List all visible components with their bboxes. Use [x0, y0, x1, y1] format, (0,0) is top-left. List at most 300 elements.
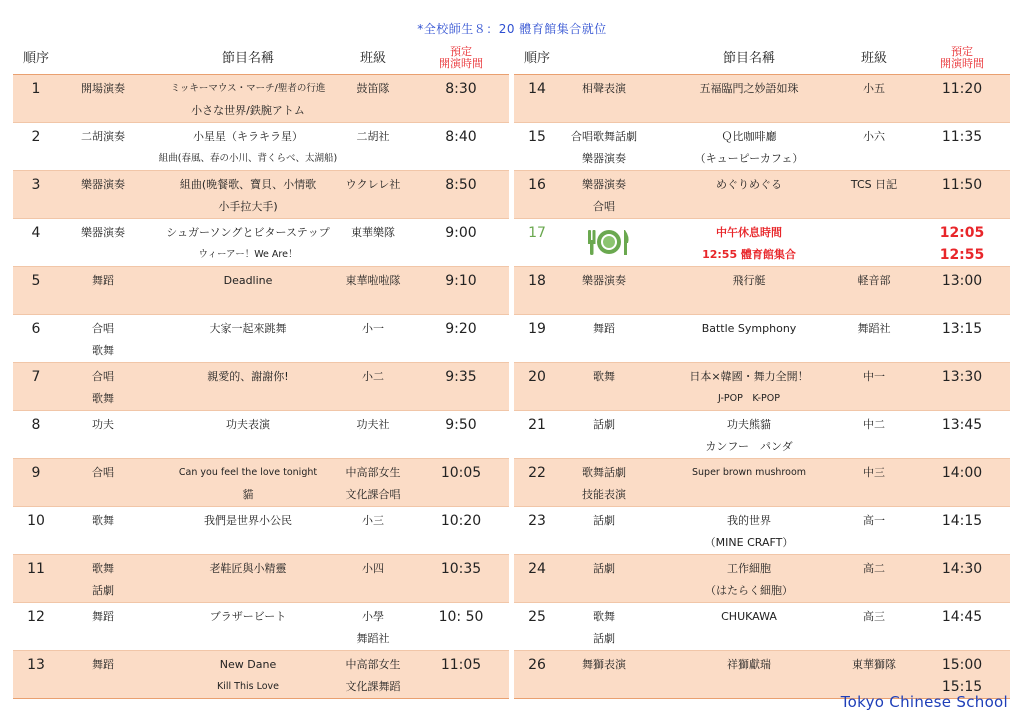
start-time [922, 174, 1002, 218]
program-number [520, 78, 554, 100]
program-type [560, 318, 648, 362]
class-name [333, 126, 413, 170]
table-row [514, 219, 1010, 267]
program-number [520, 462, 554, 484]
start-time [922, 558, 1002, 602]
program-number [19, 222, 53, 244]
program-title-line1: Battle Symphony [701, 322, 797, 335]
class-name-line2 [333, 388, 413, 410]
class-name-line2 [834, 532, 914, 554]
table-row [514, 507, 1010, 555]
header-number: 順序 [22, 51, 49, 66]
program-type-line1: 合唱 [92, 322, 114, 335]
program-type [59, 222, 147, 266]
start-time-line1: 10:05 [440, 465, 482, 481]
table-row [13, 267, 509, 315]
program-type [59, 174, 147, 218]
program-number-value: 13 [27, 657, 45, 673]
start-time [421, 78, 501, 122]
program-number-value: 14 [528, 81, 546, 97]
program-number-value: 15 [528, 129, 546, 145]
start-time [922, 222, 1002, 266]
start-time-line2 [922, 580, 1002, 602]
program-number-value: 23 [528, 513, 546, 529]
program-number-value: 9 [31, 465, 41, 481]
class-name [834, 510, 914, 554]
program-title [640, 414, 858, 458]
program-number-value: 24 [528, 561, 546, 577]
program-type-line1: 歌舞 [92, 514, 114, 527]
program-type-line1: 合唱 [92, 466, 114, 479]
program-type-line2 [560, 676, 648, 698]
program-title-line2: （MINE CRAFT） [704, 536, 794, 549]
program-title-line2 [139, 388, 357, 410]
start-time-line1: 10:35 [440, 561, 482, 577]
program-number [520, 366, 554, 388]
class-name-line2 [333, 292, 413, 314]
class-name-line1: 中三 [863, 466, 885, 479]
table-row [13, 651, 509, 699]
class-name-line1: 鼓笛隊 [356, 82, 390, 95]
program-title [139, 654, 357, 698]
start-time-line1: 9:00 [445, 225, 477, 241]
program-title-line2: J-POP K-POP [718, 393, 780, 404]
class-name [834, 558, 914, 602]
start-time-line2 [922, 196, 1002, 218]
class-name-line1: 東華啦啦隊 [345, 274, 401, 287]
class-name [834, 174, 914, 218]
class-name-line1: 小三 [362, 514, 384, 527]
program-type-line2 [59, 244, 147, 266]
program-title [640, 174, 858, 218]
program-type-line1: 樂器演奏 [582, 178, 626, 191]
start-time-line1: 10: 50 [438, 609, 484, 625]
program-title [139, 78, 357, 122]
start-time-line1: 13:00 [941, 273, 983, 289]
header-class: 班級 [860, 51, 887, 66]
program-title [640, 270, 858, 314]
class-name-line1: 二胡社 [356, 130, 390, 143]
start-time [922, 414, 1002, 458]
table-row [13, 555, 509, 603]
schedule-rows-right [514, 74, 1010, 699]
program-type-line2 [59, 532, 147, 554]
start-time-line2 [421, 436, 501, 458]
program-type-line2 [59, 628, 147, 650]
program-type-line2 [560, 292, 648, 314]
header-time [922, 46, 1002, 70]
program-type-line1: 舞蹈 [593, 322, 615, 335]
program-number [520, 654, 554, 676]
class-name-line2: 文化課合唱 [345, 488, 401, 501]
program-type [560, 558, 648, 602]
class-name-line1: 高三 [863, 610, 885, 623]
program-number [19, 366, 53, 388]
start-time [421, 606, 501, 650]
class-name-line2 [333, 100, 413, 122]
class-name-line1: 軽音部 [857, 274, 891, 287]
start-time [922, 126, 1002, 170]
class-name-line2 [834, 100, 914, 122]
schedule-right-column [514, 44, 1010, 699]
class-name-line1: 中一 [863, 370, 885, 383]
lunch-break [640, 222, 858, 266]
start-time-line1: 9:50 [445, 417, 477, 433]
class-name [333, 606, 413, 650]
program-type-line2: 歌舞 [92, 344, 114, 357]
start-time-line1: 8:50 [445, 177, 477, 193]
program-type [59, 414, 147, 458]
program-number-value: 7 [31, 369, 41, 385]
class-name-line2 [834, 196, 914, 218]
start-time [922, 606, 1002, 650]
program-type-line2 [560, 388, 648, 410]
class-name-line2 [834, 148, 914, 170]
program-type [59, 126, 147, 170]
start-time-line2: 15:15 [941, 679, 983, 695]
class-name-line2 [834, 628, 914, 650]
program-title-line2: ウィーアー！We Are！ [198, 249, 298, 260]
class-name [333, 654, 413, 698]
program-type-line2: 話劇 [593, 632, 615, 645]
program-number-value: 3 [31, 177, 41, 193]
program-title-line2: Kill This Love [216, 681, 279, 692]
program-type-line2 [560, 340, 648, 362]
program-title-line1: New Dane [219, 658, 277, 671]
assembly-notice: *全校師生８：20 體育館集合就位 [417, 22, 607, 36]
table-row [514, 75, 1010, 123]
program-number-value: 4 [31, 225, 41, 241]
table-row [13, 75, 509, 123]
program-number-value: 25 [528, 609, 546, 625]
program-title-line2: 組曲(春風、春の小川、背くらべ、太湖船) [158, 153, 338, 164]
start-time-line1: 11:05 [440, 657, 482, 673]
program-type-line1: 舞蹈 [92, 658, 114, 671]
program-title [139, 414, 357, 458]
program-number [520, 510, 554, 532]
table-row [13, 603, 509, 651]
class-name [834, 78, 914, 122]
schedule-left-column [13, 44, 509, 699]
program-title-line1: Deadline [223, 274, 273, 287]
start-time [421, 174, 501, 218]
start-time-line1: 9:20 [445, 321, 477, 337]
program-type-line1: 樂器演奏 [81, 226, 125, 239]
program-number-value: 12 [27, 609, 45, 625]
program-title [640, 318, 858, 362]
start-time-line2 [421, 244, 501, 266]
header-time-line2: 開演時間 [940, 57, 984, 70]
program-type [560, 126, 648, 170]
program-title-line2 [640, 340, 858, 362]
class-name-line2: 舞蹈社 [356, 632, 390, 645]
program-title [640, 606, 858, 650]
table-row [13, 363, 509, 411]
header-title: 節目名稱 [221, 51, 274, 66]
class-name-line1: 功夫社 [356, 418, 390, 431]
class-name-line2: 文化課舞蹈 [345, 680, 401, 693]
class-name [333, 222, 413, 266]
class-name-line2 [333, 340, 413, 362]
program-number [19, 414, 53, 436]
start-time-line2 [421, 292, 501, 314]
header-time-line1: 預定 [450, 45, 472, 58]
start-time-line2 [922, 628, 1002, 650]
program-number [19, 606, 53, 628]
program-title-line1: ミッキーマウス・マーチ/聖者の行進 [170, 83, 326, 94]
program-number [19, 78, 53, 100]
program-type [59, 366, 147, 410]
program-title [640, 126, 858, 170]
program-title-line2 [640, 100, 858, 122]
program-type [560, 462, 648, 506]
program-title [139, 462, 357, 506]
class-name [834, 366, 914, 410]
program-type-line2: 樂器演奏 [582, 152, 626, 165]
program-number-value: 2 [31, 129, 41, 145]
program-title [640, 654, 858, 698]
class-name [333, 558, 413, 602]
start-time [922, 654, 1002, 698]
class-name-line2 [834, 484, 914, 506]
program-title [139, 558, 357, 602]
program-type-line2: 技能表演 [582, 488, 626, 501]
program-number-value: 20 [528, 369, 546, 385]
program-type-line2: 歌舞 [92, 392, 114, 405]
start-time [421, 462, 501, 506]
program-type-line1: 舞獅表演 [582, 658, 626, 671]
table-row [514, 411, 1010, 459]
start-time-line2 [922, 100, 1002, 122]
header-number: 順序 [523, 51, 550, 66]
program-title-line1: 飛行艇 [732, 274, 766, 287]
start-time-line2 [922, 388, 1002, 410]
class-name-line1: 東華獅隊 [852, 658, 896, 671]
class-name-line1: 小四 [362, 562, 384, 575]
start-time [922, 270, 1002, 314]
program-type-line2: 話劇 [92, 584, 114, 597]
program-number-value: 1 [31, 81, 41, 97]
lunch-break-title: 中午休息時間 [716, 226, 782, 239]
program-title-line2 [640, 676, 858, 698]
table-row [514, 363, 1010, 411]
class-name-line1: 高一 [863, 514, 885, 527]
program-type-line1: 話劇 [593, 418, 615, 431]
program-title [139, 510, 357, 554]
program-type [560, 606, 648, 650]
table-row [514, 603, 1010, 651]
start-time [922, 78, 1002, 122]
start-time-line1: 14:30 [941, 561, 983, 577]
program-title [139, 126, 357, 170]
program-number [19, 270, 53, 292]
start-time-line1: 14:00 [941, 465, 983, 481]
program-number [520, 558, 554, 580]
class-name [333, 270, 413, 314]
program-type-line1: 話劇 [593, 514, 615, 527]
program-title [640, 366, 858, 410]
table-row [13, 507, 509, 555]
class-name-line2 [834, 244, 914, 266]
program-title-line1: Super brown mushroom [691, 467, 807, 478]
program-number [520, 318, 554, 340]
table-row [13, 459, 509, 507]
program-title-line2 [640, 484, 858, 506]
header-time [421, 46, 501, 70]
lunch-break-assembly: 12:55 體育館集合 [702, 248, 796, 261]
class-name-line1: 東華樂隊 [351, 226, 395, 239]
start-time-line2 [922, 436, 1002, 458]
class-name [834, 606, 914, 650]
class-name-line1: 中二 [863, 418, 885, 431]
program-title [139, 606, 357, 650]
program-type-line1: 歌舞 [92, 562, 114, 575]
program-title-line2 [640, 628, 858, 650]
program-title-line2 [139, 436, 357, 458]
program-title-line2 [640, 196, 858, 218]
start-time [421, 270, 501, 314]
table-row [514, 267, 1010, 315]
class-name-line1: 小六 [863, 130, 885, 143]
program-title [640, 78, 858, 122]
program-title-line1: 大家一起來跳舞 [209, 322, 287, 335]
program-number-value: 17 [528, 225, 546, 241]
start-time-line2 [421, 148, 501, 170]
program-number-value: 22 [528, 465, 546, 481]
program-type-line1: 樂器演奏 [81, 178, 125, 191]
program-number [520, 222, 554, 244]
program-title-line2 [139, 292, 357, 314]
program-number-value: 11 [27, 561, 45, 577]
program-number-value: 6 [31, 321, 41, 337]
start-time [421, 126, 501, 170]
program-number-value: 5 [31, 273, 41, 289]
program-title-line1: シュガーソングとビターステップ [166, 226, 330, 239]
program-title-line1: ブラザービート [209, 610, 287, 623]
program-type [560, 270, 648, 314]
program-type [59, 270, 147, 314]
start-time-line1: 14:15 [941, 513, 983, 529]
program-type-line1: 二胡演奏 [81, 130, 125, 143]
class-name [333, 510, 413, 554]
start-time-line2 [421, 340, 501, 362]
program-title-line2 [139, 580, 357, 602]
program-number [520, 174, 554, 196]
start-time-line1: 8:30 [445, 81, 477, 97]
program-type-line1: 開場演奏 [81, 82, 125, 95]
program-title-line1: 功夫熊貓 [727, 418, 771, 431]
program-title [139, 318, 357, 362]
class-name [834, 126, 914, 170]
program-type [59, 606, 147, 650]
class-name-line1: 小一 [362, 322, 384, 335]
start-time-line1: 11:20 [941, 81, 983, 97]
program-type-line1: 合唱歌舞話劇 [571, 130, 637, 143]
program-number [520, 414, 554, 436]
program-type [560, 510, 648, 554]
program-type [560, 78, 648, 122]
program-number [520, 270, 554, 292]
program-type-line2 [59, 436, 147, 458]
class-name-line1: 小二 [362, 370, 384, 383]
program-type-line1: 功夫 [92, 418, 114, 431]
program-number [19, 318, 53, 340]
start-time-line1: 9:35 [445, 369, 477, 385]
table-row [13, 171, 509, 219]
table-header [514, 44, 1010, 74]
class-name-line2 [834, 292, 914, 314]
table-row [514, 171, 1010, 219]
program-type-line2 [59, 484, 147, 506]
program-number [520, 606, 554, 628]
program-title-line1: 功夫表演 [226, 418, 270, 431]
program-title-line1: 我們是世界小公民 [204, 514, 292, 527]
program-number-value: 26 [528, 657, 546, 673]
class-name [834, 270, 914, 314]
program-type [59, 510, 147, 554]
program-type-line2 [560, 532, 648, 554]
table-row [13, 219, 509, 267]
class-name-line2 [333, 436, 413, 458]
start-time-line1: 11:35 [941, 129, 983, 145]
start-time-line2 [922, 484, 1002, 506]
start-time-line1: 14:45 [941, 609, 983, 625]
program-title [139, 174, 357, 218]
start-time [922, 366, 1002, 410]
start-time-line2 [922, 532, 1002, 554]
program-number-value: 19 [528, 321, 546, 337]
class-name [333, 318, 413, 362]
program-title-line1: 我的世界 [727, 514, 771, 527]
program-type [59, 318, 147, 362]
program-type-line1: 舞蹈 [92, 274, 114, 287]
program-title-line1: CHUKAWA [721, 610, 777, 623]
program-number-value: 18 [528, 273, 546, 289]
start-time-line2 [922, 148, 1002, 170]
program-title-line2: （はたらく細胞） [705, 584, 793, 597]
start-time-line2 [922, 340, 1002, 362]
start-time-line2 [421, 196, 501, 218]
start-time-line2 [421, 676, 501, 698]
start-time [922, 462, 1002, 506]
program-title-line2 [139, 340, 357, 362]
start-time-line2 [421, 532, 501, 554]
program-title [640, 558, 858, 602]
class-name-line1: ウクレレ社 [345, 178, 401, 191]
program-number-value: 8 [31, 417, 41, 433]
school-name-footer: Tokyo Chinese School [840, 693, 1008, 711]
class-name-line2 [834, 436, 914, 458]
header-title: 節目名稱 [722, 51, 775, 66]
start-time-line1: 10:20 [440, 513, 482, 529]
table-row [514, 315, 1010, 363]
class-name-line1: 中高部女生 [345, 466, 401, 479]
start-time-line2 [922, 292, 1002, 314]
program-type-line2 [59, 196, 147, 218]
header-time-line1: 預定 [951, 45, 973, 58]
plate-fork-knife-icon [586, 227, 636, 257]
start-time-line1: 13:45 [941, 417, 983, 433]
class-name-line1 [834, 222, 914, 244]
program-type-line2 [560, 436, 648, 458]
program-number [520, 126, 554, 148]
program-title-line2: 貓 [242, 488, 254, 501]
class-name-line1: 小五 [863, 82, 885, 95]
program-title-line2 [139, 628, 357, 650]
table-row [13, 411, 509, 459]
program-title-line2: 小手拉大手) [218, 200, 278, 213]
start-time-line2 [421, 484, 501, 506]
